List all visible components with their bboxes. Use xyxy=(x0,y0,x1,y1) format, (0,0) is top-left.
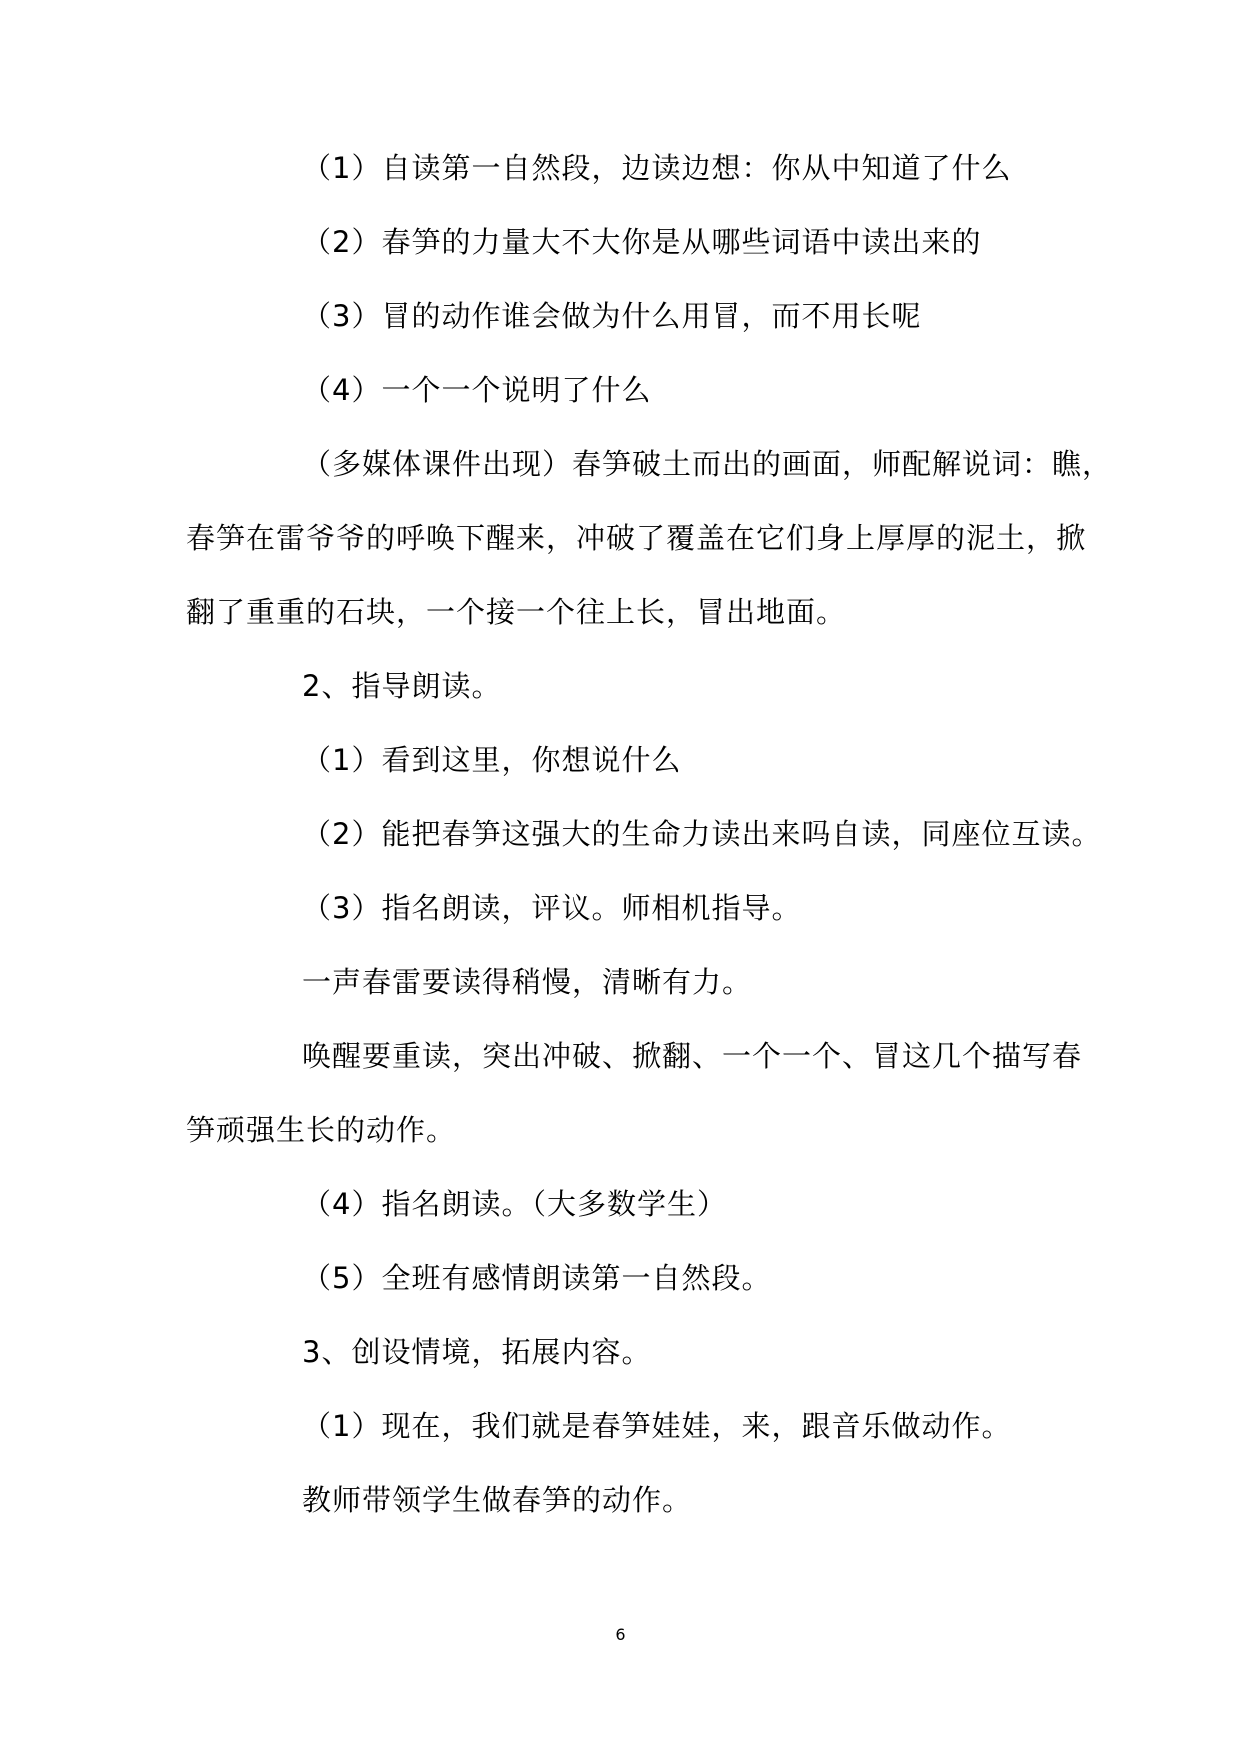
paragraph-line: 一声春雷要读得稍慢，清晰有力。 xyxy=(302,965,753,999)
paragraph-line: 唤醒要重读，突出冲破、掀翻、一个一个、冒这几个描写春 xyxy=(302,1039,1083,1073)
paragraph-line: （2）能把春笋这强大的生命力读出来吗自读，同座位互读。 xyxy=(302,817,1102,851)
paragraph-line: （4）指名朗读。（大多数学生） xyxy=(302,1187,727,1221)
section-heading: 2、指导朗读。 xyxy=(302,669,502,703)
paragraph-line: （多媒体课件出现）春笋破土而出的画面，师配解说词：瞧， xyxy=(302,447,1113,481)
paragraph-line: 春笋在雷爷爷的呼唤下醒来，冲破了覆盖在它们身上厚厚的泥土，掀 xyxy=(186,521,1087,555)
section-heading: 3、创设情境，拓展内容。 xyxy=(302,1335,652,1369)
paragraph-line: （3）冒的动作谁会做为什么用冒，而不用长呢 xyxy=(302,299,922,333)
paragraph-line: 笋顽强生长的动作。 xyxy=(186,1113,457,1147)
paragraph-line: （1）看到这里，你想说什么 xyxy=(302,743,682,777)
paragraph-line: （3）指名朗读，评议。师相机指导。 xyxy=(302,891,802,925)
page-number: 6 xyxy=(615,1625,626,1644)
paragraph-line: （5）全班有感情朗读第一自然段。 xyxy=(302,1261,772,1295)
paragraph-line: （2）春笋的力量大不大你是从哪些词语中读出来的 xyxy=(302,225,982,259)
paragraph-line: （1）现在，我们就是春笋娃娃，来，跟音乐做动作。 xyxy=(302,1409,1012,1443)
paragraph-line: 教师带领学生做春笋的动作。 xyxy=(302,1483,693,1517)
paragraph-line: 翻了重重的石块，一个接一个往上长，冒出地面。 xyxy=(186,595,847,629)
paragraph-line: （1）自读第一自然段，边读边想：你从中知道了什么 xyxy=(302,151,1012,185)
paragraph-line: （4）一个一个说明了什么 xyxy=(302,373,652,407)
